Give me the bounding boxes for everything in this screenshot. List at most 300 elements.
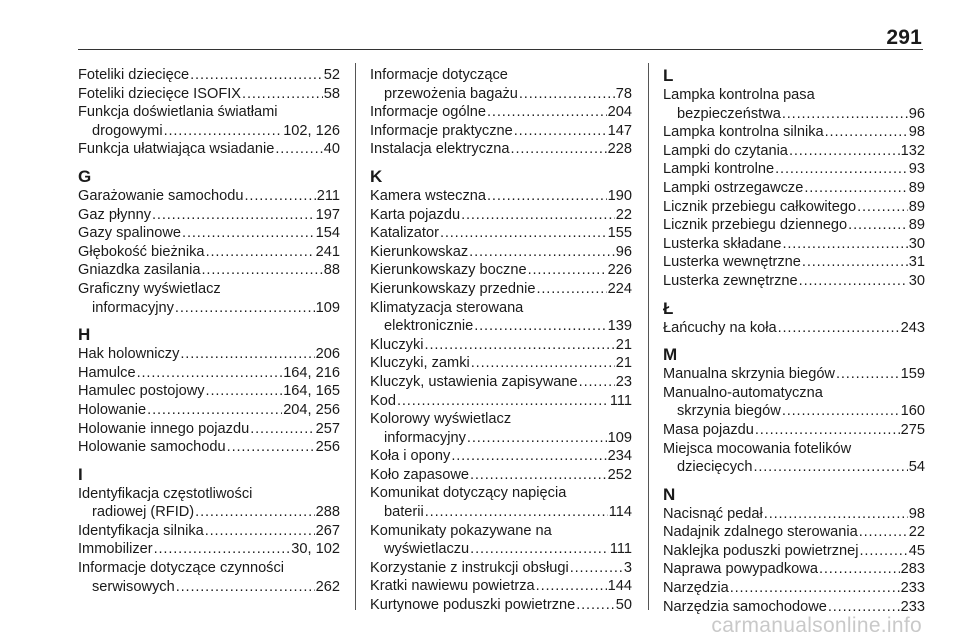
entry-line	[78, 522, 340, 541]
entry-title: Kluczyk, ustawienia zapisywane	[370, 373, 578, 390]
index-entry	[370, 484, 632, 521]
entry-page-numbers: 89	[908, 198, 925, 215]
dot-leader	[857, 198, 908, 217]
index-entry	[78, 485, 340, 522]
section-letter: I	[78, 464, 83, 484]
index-entry	[370, 354, 632, 373]
index-entry	[663, 160, 925, 179]
dot-leader	[804, 179, 907, 198]
dot-leader	[576, 596, 615, 615]
entry-line	[370, 503, 632, 522]
entry-page-numbers: 40	[323, 141, 340, 158]
entry-line	[78, 364, 340, 383]
entry-line	[370, 140, 632, 159]
entry-line	[370, 596, 632, 615]
entry-page-numbers: 114	[608, 504, 632, 521]
entry-page-numbers: 228	[607, 141, 632, 158]
entry-title: informacyjny	[384, 429, 466, 446]
dot-leader	[755, 421, 900, 440]
dot-leader	[778, 319, 900, 338]
index-entry	[370, 522, 632, 559]
dot-leader	[782, 235, 907, 254]
entry-title: Koło zapasowe	[370, 466, 469, 483]
entry-page-numbers: 45	[908, 542, 925, 559]
dot-leader	[848, 216, 908, 235]
entry-line	[78, 206, 340, 225]
dot-leader	[764, 505, 908, 524]
index-column-2	[370, 66, 632, 615]
index-entry	[78, 243, 340, 262]
entry-line	[78, 66, 340, 85]
entry-title: Nadajnik zdalnego sterowania	[663, 524, 858, 541]
dot-leader	[206, 382, 283, 401]
entry-title: Kurtynowe poduszki powietrzne	[370, 597, 576, 614]
index-entry	[78, 401, 340, 420]
index-entry	[663, 560, 925, 579]
entry-line	[663, 179, 925, 198]
entry-line	[663, 160, 925, 179]
entry-line	[663, 272, 925, 291]
entry-page-numbers: 139	[607, 318, 632, 335]
entry-title: Miejsca mocowania fotelików	[663, 440, 852, 457]
index-entry	[663, 579, 925, 598]
entry-line	[370, 336, 632, 355]
dot-leader	[836, 365, 900, 384]
entry-page-numbers: 102, 126	[283, 122, 340, 139]
dot-leader	[730, 579, 900, 598]
entry-page-numbers: 3	[623, 559, 632, 576]
entry-title: Kluczyki	[370, 336, 424, 353]
dot-leader	[425, 503, 608, 522]
index-entry	[370, 447, 632, 466]
index-entry	[78, 103, 340, 140]
index-entry	[370, 299, 632, 336]
entry-line	[78, 187, 340, 206]
entry-line	[370, 317, 632, 336]
entry-page-numbers: 283	[900, 561, 925, 578]
entry-title: Informacje dotyczące czynności	[78, 560, 285, 577]
dot-leader	[164, 122, 283, 141]
entry-title: Gaz płynny	[78, 206, 152, 223]
entry-title: Instalacja elektryczna	[370, 141, 510, 158]
entry-title: Manualna skrzynia biegów	[663, 366, 835, 383]
entry-page-numbers: 267	[315, 522, 340, 539]
entry-page-numbers: 262	[315, 578, 340, 595]
index-entry	[663, 142, 925, 161]
entry-line	[370, 85, 632, 104]
entry-title: serwisowych	[92, 578, 175, 595]
entry-line	[663, 142, 925, 161]
entry-title: Nacisnąć pedał	[663, 505, 763, 522]
index-entry	[78, 140, 340, 159]
section-letter: N	[663, 484, 676, 504]
entry-page-numbers: 160	[900, 403, 925, 420]
header-rule	[78, 49, 923, 50]
entry-line	[78, 578, 340, 597]
entry-title: Lampki ostrzegawcze	[663, 179, 804, 196]
index-entry	[78, 66, 340, 85]
entry-page-numbers: 241	[315, 243, 340, 260]
dot-leader	[425, 336, 615, 355]
dot-leader	[570, 559, 623, 578]
entry-page-numbers: 89	[908, 217, 925, 234]
entry-page-numbers: 211	[316, 187, 340, 204]
index-entry	[370, 206, 632, 225]
entry-title: Hamulce	[78, 364, 136, 381]
entry-page-numbers: 109	[315, 299, 340, 316]
dot-leader	[579, 373, 615, 392]
entry-line	[78, 140, 340, 159]
dot-leader	[799, 272, 908, 291]
entry-line	[663, 365, 925, 384]
entry-title: drogowymi	[92, 122, 163, 139]
entry-line	[663, 198, 925, 217]
entry-page-numbers: 154	[315, 225, 340, 242]
entry-line	[370, 122, 632, 141]
index-entry	[663, 272, 925, 291]
entry-page-numbers: 21	[615, 336, 632, 353]
entry-line	[663, 253, 925, 272]
entry-page-numbers: 30	[908, 272, 925, 289]
entry-title: Kratki nawiewu powietrza	[370, 578, 535, 595]
dot-leader	[250, 420, 314, 439]
entry-title: Korzystanie z instrukcji obsługi	[370, 559, 569, 576]
entry-title: Foteliki dziecięce ISOFIX	[78, 85, 242, 102]
entry-line	[370, 261, 632, 280]
entry-page-numbers: 52	[323, 67, 340, 83]
entry-title: Funkcja ułatwiająca wsiadanie	[78, 141, 275, 158]
entry-page-numbers: 224	[607, 280, 632, 297]
entry-line	[663, 421, 925, 440]
entry-line	[370, 392, 632, 411]
entry-page-numbers: 96	[908, 105, 925, 122]
entry-line	[663, 105, 925, 124]
index-entry	[370, 66, 632, 103]
entry-line	[370, 354, 632, 373]
index-entry	[370, 336, 632, 355]
dot-leader	[753, 458, 907, 477]
index-entry	[78, 420, 340, 439]
dot-leader	[147, 401, 282, 420]
dot-leader	[536, 577, 607, 596]
entry-line	[370, 540, 632, 559]
entry-line	[78, 438, 340, 457]
dot-leader	[782, 402, 900, 421]
entry-title: Lusterka wewnętrzne	[663, 254, 801, 271]
entry-title: Funkcja doświetlania światłami	[78, 104, 278, 121]
column-divider	[648, 63, 649, 610]
entry-page-numbers: 288	[315, 504, 340, 521]
entry-title: Manualno-automatyczna	[663, 384, 823, 401]
entry-page-numbers: 233	[900, 580, 925, 597]
entry-page-numbers: 22	[615, 206, 632, 223]
index-entry	[370, 243, 632, 262]
entry-page-numbers: 132	[900, 142, 925, 159]
entry-line	[663, 579, 925, 598]
index-entry	[370, 373, 632, 392]
index-entry	[370, 224, 632, 243]
entry-line	[370, 224, 632, 243]
dot-leader	[205, 522, 315, 541]
dot-leader	[471, 354, 615, 373]
index-entry	[78, 438, 340, 457]
index-entry	[78, 224, 340, 243]
dot-leader	[860, 542, 908, 561]
entry-line	[663, 560, 925, 579]
index-entry	[663, 86, 925, 123]
entry-title: Lampka kontrolna pasa	[663, 87, 815, 103]
dot-leader	[137, 364, 283, 383]
entry-title: bezpieczeństwa	[677, 105, 781, 122]
entry-page-numbers: 21	[615, 355, 632, 372]
entry-title: Masa pojazdu	[663, 421, 754, 438]
dot-leader	[487, 103, 607, 122]
entry-page-numbers: 206	[315, 346, 340, 363]
entry-title: Holowanie samochodu	[78, 439, 226, 456]
entry-title: Immobilizer	[78, 541, 153, 558]
index-entry	[663, 319, 925, 338]
entry-title: Lusterka zewnętrzne	[663, 272, 798, 289]
entry-line	[78, 345, 340, 364]
dot-leader	[511, 140, 607, 159]
index-entry	[370, 280, 632, 299]
entry-line	[78, 401, 340, 420]
index-column-1	[78, 66, 340, 596]
index-entry	[663, 440, 925, 477]
entry-title: Hamulec postojowy	[78, 383, 205, 400]
entry-page-numbers: 88	[323, 262, 340, 279]
entry-page-numbers: 164, 216	[283, 364, 340, 381]
index-entry	[663, 421, 925, 440]
entry-title: wyświetlaczu	[384, 541, 470, 558]
index-entry	[663, 542, 925, 561]
entry-title: Lampki do czytania	[663, 142, 788, 159]
dot-leader	[440, 224, 607, 243]
entry-line	[78, 122, 340, 141]
column-divider	[355, 63, 356, 610]
entry-title: Komunikat dotyczący napięcia	[370, 485, 567, 502]
dot-leader	[206, 243, 315, 262]
entry-title: Lampki kontrolne	[663, 161, 775, 178]
entry-page-numbers: 275	[900, 421, 925, 438]
dot-leader	[474, 317, 606, 336]
entry-title: Naklejka poduszki powietrznej	[663, 542, 859, 559]
entry-title: Komunikaty pokazywane na	[370, 522, 552, 539]
dot-leader	[514, 122, 607, 141]
entry-line	[78, 420, 340, 439]
dot-leader	[461, 206, 615, 225]
section-letter: H	[78, 325, 91, 345]
entry-title: Kierunkowskazy boczne	[370, 262, 527, 279]
entry-line	[78, 299, 340, 318]
entry-title: Licznik przebiegu dziennego	[663, 217, 848, 234]
dot-leader	[397, 392, 609, 411]
entry-line	[78, 261, 340, 280]
dot-leader	[819, 560, 900, 579]
entry-line	[663, 523, 925, 542]
entry-title: Klimatyzacja sterowana	[370, 299, 524, 316]
entry-page-numbers: 155	[607, 225, 632, 242]
entry-title: Identyfikacja silnika	[78, 522, 204, 539]
entry-page-numbers: 226	[607, 262, 632, 279]
entry-page-numbers: 256	[315, 439, 340, 456]
dot-leader	[802, 253, 908, 272]
entry-line	[663, 216, 925, 235]
entry-title: radiowej (RFID)	[92, 504, 195, 521]
dot-leader	[152, 206, 315, 225]
entry-title: Głębokość bieżnika	[78, 243, 205, 260]
dot-leader	[176, 578, 315, 597]
dot-leader	[242, 85, 323, 104]
entry-line	[370, 373, 632, 392]
entry-title: Katalizator	[370, 225, 439, 242]
dot-leader	[275, 140, 322, 159]
entry-title: Informacje praktyczne	[370, 122, 513, 139]
dot-leader	[789, 142, 900, 161]
entry-title: Graficzny wyświetlacz	[78, 280, 221, 297]
entry-title: Gazy spalinowe	[78, 225, 182, 242]
entry-title: Karta pojazdu	[370, 206, 461, 223]
entry-title: Kolorowy wyświetlacz	[370, 411, 512, 428]
index-entry	[370, 261, 632, 280]
dot-leader	[195, 503, 314, 522]
entry-title: Holowanie	[78, 401, 147, 418]
dot-leader	[825, 123, 908, 142]
entry-line	[370, 103, 632, 122]
entry-page-numbers: 111	[609, 541, 632, 558]
index-entry	[78, 345, 340, 364]
entry-line	[663, 319, 925, 338]
entry-line	[370, 559, 632, 578]
entry-title: Kluczyki, zamki	[370, 355, 470, 372]
index-entry	[370, 103, 632, 122]
entry-page-numbers: 190	[607, 187, 632, 204]
entry-title: Foteliki dziecięce	[78, 67, 190, 83]
entry-title: Licznik przebiegu całkowitego	[663, 198, 857, 215]
dot-leader	[469, 243, 615, 262]
section-letter: Ł	[663, 298, 674, 318]
entry-page-numbers: 164, 165	[283, 383, 340, 400]
entry-page-numbers: 204	[607, 104, 632, 121]
entry-title: Łańcuchy na koła	[663, 319, 777, 336]
index-entry	[78, 559, 340, 596]
entry-line	[78, 503, 340, 522]
entry-line	[370, 447, 632, 466]
entry-line	[663, 235, 925, 254]
dot-leader	[182, 224, 315, 243]
entry-title: Koła i opony	[370, 448, 451, 465]
index-entry	[78, 206, 340, 225]
dot-leader	[154, 540, 291, 559]
entry-title: Garażowanie samochodu	[78, 187, 244, 204]
entry-page-numbers: 30	[908, 235, 925, 252]
entry-page-numbers: 98	[908, 505, 925, 522]
section-letter: L	[663, 66, 674, 85]
entry-line	[78, 540, 340, 559]
entry-page-numbers: 54	[908, 459, 925, 476]
entry-page-numbers: 109	[607, 429, 632, 446]
entry-page-numbers: 78	[615, 85, 632, 102]
entry-page-numbers: 58	[323, 85, 340, 102]
index-entry	[370, 577, 632, 596]
entry-line	[663, 505, 925, 524]
index-entry	[78, 382, 340, 401]
entry-line	[370, 577, 632, 596]
entry-page-numbers: 204, 256	[283, 401, 340, 418]
dot-leader	[451, 447, 606, 466]
entry-line	[370, 466, 632, 485]
index-entry	[78, 261, 340, 280]
entry-title: elektronicznie	[384, 318, 474, 335]
dot-leader	[528, 261, 607, 280]
index-entry	[370, 596, 632, 615]
entry-title: baterii	[384, 504, 424, 521]
entry-title: Lampka kontrolna silnika	[663, 124, 824, 141]
index-column-3	[663, 66, 925, 616]
section-letter: G	[78, 166, 92, 186]
index-entry	[370, 187, 632, 206]
dot-leader	[470, 466, 607, 485]
index-entry	[78, 280, 340, 317]
entry-page-numbers: 89	[908, 179, 925, 196]
index-entry	[663, 123, 925, 142]
dot-leader	[467, 429, 607, 448]
index-entry	[663, 365, 925, 384]
entry-line	[370, 243, 632, 262]
entry-line	[78, 224, 340, 243]
dot-leader	[245, 187, 316, 206]
dot-leader	[775, 160, 908, 179]
entry-page-numbers: 96	[615, 243, 632, 260]
entry-title: skrzynia biegów	[677, 403, 781, 420]
entry-page-numbers: 22	[908, 524, 925, 541]
index-entry	[78, 540, 340, 559]
dot-leader	[190, 66, 323, 85]
index-entry	[663, 179, 925, 198]
entry-page-numbers: 233	[900, 598, 925, 615]
index-entry	[370, 410, 632, 447]
index-entry	[78, 364, 340, 383]
entry-title: Kod	[370, 392, 396, 409]
section-letter: M	[663, 345, 678, 365]
index-entry	[78, 187, 340, 206]
index-entry	[663, 216, 925, 235]
entry-page-numbers: 147	[607, 122, 632, 139]
watermark: carmanualsonline.info	[711, 614, 922, 637]
entry-page-numbers: 257	[315, 420, 340, 437]
entry-title: przewożenia bagażu	[384, 85, 518, 102]
entry-line	[370, 280, 632, 299]
entry-line	[370, 206, 632, 225]
dot-leader	[175, 299, 315, 318]
entry-line	[663, 402, 925, 421]
page-number: 291	[886, 26, 922, 49]
entry-line	[663, 123, 925, 142]
entry-title: informacyjny	[92, 299, 174, 316]
index-entry	[78, 522, 340, 541]
index-entry	[370, 392, 632, 411]
entry-page-numbers: 31	[908, 254, 925, 271]
entry-line	[78, 243, 340, 262]
dot-leader	[227, 438, 315, 457]
entry-line	[663, 542, 925, 561]
dot-leader	[180, 345, 314, 364]
entry-title: Holowanie innego pojazdu	[78, 420, 250, 437]
entry-page-numbers: 93	[908, 161, 925, 178]
dot-leader	[519, 85, 615, 104]
entry-title: Narzędzia	[663, 580, 729, 597]
entry-title: Gniazdka zasilania	[78, 262, 201, 279]
